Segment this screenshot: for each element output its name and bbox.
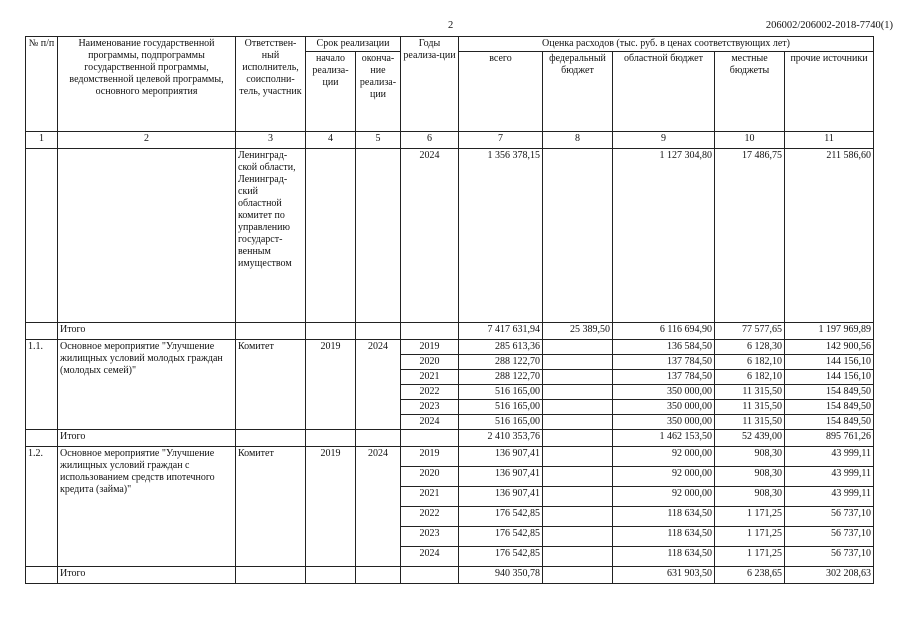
cell-other: 142 900,56 bbox=[785, 340, 874, 355]
cell-federal bbox=[543, 355, 613, 370]
cell-year: 2023 bbox=[401, 400, 459, 415]
cell-local: 11 315,50 bbox=[715, 415, 785, 430]
cell-total: 176 542,85 bbox=[459, 547, 543, 567]
col-years-header: Годы реализа-ции bbox=[401, 37, 459, 132]
col-end-header: оконча-ние реализа-ции bbox=[356, 52, 401, 132]
cell-total: 285 613,36 bbox=[459, 340, 543, 355]
cell-local: 6 238,65 bbox=[715, 567, 785, 584]
cell-local: 1 171,25 bbox=[715, 507, 785, 527]
cell-federal bbox=[543, 370, 613, 385]
cell-regional: 118 634,50 bbox=[613, 527, 715, 547]
colnum: 6 bbox=[401, 132, 459, 149]
cell-other: 144 156,10 bbox=[785, 355, 874, 370]
cell-regional: 350 000,00 bbox=[613, 415, 715, 430]
itogo-label: Итого bbox=[58, 430, 236, 447]
cell-start bbox=[306, 430, 356, 447]
cell-regional: 118 634,50 bbox=[613, 507, 715, 527]
cell-total: 176 542,85 bbox=[459, 527, 543, 547]
cell-local: 11 315,50 bbox=[715, 385, 785, 400]
cell-federal bbox=[543, 430, 613, 447]
cell-other: 43 999,11 bbox=[785, 447, 874, 467]
cell-local: 908,30 bbox=[715, 467, 785, 487]
cell-regional: 1 462 153,50 bbox=[613, 430, 715, 447]
cell-federal bbox=[543, 487, 613, 507]
cell-year bbox=[401, 430, 459, 447]
cell-name: Основное мероприятие "Улучшение жилищных условий граждан с использованием средств ипотечного кредита (займа)" bbox=[58, 447, 236, 567]
colnum: 4 bbox=[306, 132, 356, 149]
cell-other: 154 849,50 bbox=[785, 415, 874, 430]
cell-regional: 137 784,50 bbox=[613, 370, 715, 385]
cell-regional: 350 000,00 bbox=[613, 400, 715, 415]
cell-start bbox=[306, 323, 356, 340]
cell-local: 908,30 bbox=[715, 447, 785, 467]
cell-resp: Комитет bbox=[236, 447, 306, 567]
col-local-header: местные бюджеты bbox=[715, 52, 785, 132]
cell-federal bbox=[543, 447, 613, 467]
expenses-table bbox=[25, 36, 874, 584]
cell-start: 2019 bbox=[306, 340, 356, 430]
cell-start bbox=[306, 567, 356, 584]
header-row-1 bbox=[26, 37, 874, 52]
cell-total: 516 165,00 bbox=[459, 415, 543, 430]
cell-total: 288 122,70 bbox=[459, 355, 543, 370]
cell-other: 154 849,50 bbox=[785, 400, 874, 415]
cell-regional: 92 000,00 bbox=[613, 447, 715, 467]
cell-total: 176 542,85 bbox=[459, 507, 543, 527]
cell-local: 17 486,75 bbox=[715, 149, 785, 323]
cell-num bbox=[26, 567, 58, 584]
cell-other: 56 737,10 bbox=[785, 527, 874, 547]
col-resp-header: Ответствен-ный исполнитель, соисполни-тель, участник bbox=[236, 37, 306, 132]
cell-other: 56 737,10 bbox=[785, 507, 874, 527]
cell-other: 43 999,11 bbox=[785, 467, 874, 487]
cell-num bbox=[26, 323, 58, 340]
cell-name bbox=[58, 149, 236, 323]
cell-end bbox=[356, 567, 401, 584]
cell-year: 2019 bbox=[401, 340, 459, 355]
cell-other: 895 761,26 bbox=[785, 430, 874, 447]
cell-year: 2021 bbox=[401, 487, 459, 507]
cell-year: 2022 bbox=[401, 385, 459, 400]
cell-local: 11 315,50 bbox=[715, 400, 785, 415]
cell-federal bbox=[543, 415, 613, 430]
cell-federal: 25 389,50 bbox=[543, 323, 613, 340]
cell-year: 2023 bbox=[401, 527, 459, 547]
cell-total: 136 907,41 bbox=[459, 447, 543, 467]
colnum: 10 bbox=[715, 132, 785, 149]
cell-federal bbox=[543, 567, 613, 584]
cell-end: 2024 bbox=[356, 340, 401, 430]
cell-regional: 6 116 694,90 bbox=[613, 323, 715, 340]
colnum: 1 bbox=[26, 132, 58, 149]
cell-year: 2024 bbox=[401, 149, 459, 323]
cell-local: 6 182,10 bbox=[715, 355, 785, 370]
cell-start: 2019 bbox=[306, 447, 356, 567]
cell-num: 1.2. bbox=[26, 447, 58, 567]
cell-total: 940 350,78 bbox=[459, 567, 543, 584]
colnum: 11 bbox=[785, 132, 874, 149]
cell-regional: 137 784,50 bbox=[613, 355, 715, 370]
table-row bbox=[26, 149, 874, 323]
cell-federal bbox=[543, 527, 613, 547]
cell-federal bbox=[543, 547, 613, 567]
cell-year bbox=[401, 567, 459, 584]
cell-year: 2024 bbox=[401, 547, 459, 567]
cell-regional: 118 634,50 bbox=[613, 547, 715, 567]
cell-local: 6 128,30 bbox=[715, 340, 785, 355]
column-numbers-row bbox=[26, 132, 874, 149]
cell-local: 6 182,10 bbox=[715, 370, 785, 385]
col-other-header: прочие источники bbox=[785, 52, 874, 132]
cell-total: 516 165,00 bbox=[459, 385, 543, 400]
colnum: 9 bbox=[613, 132, 715, 149]
document-id: 206002/206002-2018-7740(1) bbox=[765, 20, 893, 31]
cell-num bbox=[26, 149, 58, 323]
cell-start bbox=[306, 149, 356, 323]
cell-total: 288 122,70 bbox=[459, 370, 543, 385]
cell-other: 154 849,50 bbox=[785, 385, 874, 400]
colnum: 8 bbox=[543, 132, 613, 149]
cell-num bbox=[26, 430, 58, 447]
itogo-row bbox=[26, 567, 874, 584]
colnum: 3 bbox=[236, 132, 306, 149]
itogo-label: Итого bbox=[58, 323, 236, 340]
cell-year: 2020 bbox=[401, 355, 459, 370]
cell-federal bbox=[543, 340, 613, 355]
page-number: 2 bbox=[448, 20, 454, 31]
cell-name: Основное мероприятие "Улучшение жилищных условий молодых граждан (молодых семей)" bbox=[58, 340, 236, 430]
cell-regional: 631 903,50 bbox=[613, 567, 715, 584]
cell-year: 2019 bbox=[401, 447, 459, 467]
cell-federal bbox=[543, 467, 613, 487]
cell-end: 2024 bbox=[356, 447, 401, 567]
col-name-header: Наименование государственной программы, подпрограммы государственной программы, ведомственной целевой программы, основного мероприятия bbox=[58, 37, 236, 132]
cell-total: 136 907,41 bbox=[459, 467, 543, 487]
cell-resp bbox=[236, 567, 306, 584]
colnum: 5 bbox=[356, 132, 401, 149]
cell-regional: 136 584,50 bbox=[613, 340, 715, 355]
col-cost-group-header: Оценка расходов (тыс. руб. в ценах соответствующих лет) bbox=[459, 37, 874, 52]
cell-local: 52 439,00 bbox=[715, 430, 785, 447]
cell-total: 7 417 631,94 bbox=[459, 323, 543, 340]
cell-end bbox=[356, 149, 401, 323]
col-term-group-header: Срок реализации bbox=[306, 37, 401, 52]
cell-total: 516 165,00 bbox=[459, 400, 543, 415]
col-total-header: всего bbox=[459, 52, 543, 132]
cell-num: 1.1. bbox=[26, 340, 58, 430]
cell-other: 1 197 969,89 bbox=[785, 323, 874, 340]
cell-end bbox=[356, 323, 401, 340]
col-federal-header: федеральный бюджет bbox=[543, 52, 613, 132]
colnum: 2 bbox=[58, 132, 236, 149]
table-row bbox=[26, 447, 874, 467]
cell-resp: Комитет bbox=[236, 340, 306, 430]
colnum: 7 bbox=[459, 132, 543, 149]
itogo-label: Итого bbox=[58, 567, 236, 584]
cell-total: 1 356 378,15 bbox=[459, 149, 543, 323]
cell-year bbox=[401, 323, 459, 340]
itogo-row bbox=[26, 430, 874, 447]
col-num-header: № п/п bbox=[26, 37, 58, 132]
table-row bbox=[26, 340, 874, 355]
cell-year: 2020 bbox=[401, 467, 459, 487]
cell-regional: 1 127 304,80 bbox=[613, 149, 715, 323]
cell-federal bbox=[543, 149, 613, 323]
cell-regional: 92 000,00 bbox=[613, 487, 715, 507]
cell-local: 908,30 bbox=[715, 487, 785, 507]
cell-federal bbox=[543, 385, 613, 400]
cell-total: 2 410 353,76 bbox=[459, 430, 543, 447]
cell-year: 2022 bbox=[401, 507, 459, 527]
cell-other: 43 999,11 bbox=[785, 487, 874, 507]
cell-resp bbox=[236, 323, 306, 340]
cell-federal bbox=[543, 507, 613, 527]
cell-other: 211 586,60 bbox=[785, 149, 874, 323]
cell-regional: 92 000,00 bbox=[613, 467, 715, 487]
cell-year: 2024 bbox=[401, 415, 459, 430]
cell-year: 2021 bbox=[401, 370, 459, 385]
cell-end bbox=[356, 430, 401, 447]
cell-federal bbox=[543, 400, 613, 415]
cell-other: 56 737,10 bbox=[785, 547, 874, 567]
cell-other: 144 156,10 bbox=[785, 370, 874, 385]
cell-total: 136 907,41 bbox=[459, 487, 543, 507]
col-regional-header: областной бюджет bbox=[613, 52, 715, 132]
cell-other: 302 208,63 bbox=[785, 567, 874, 584]
cell-local: 77 577,65 bbox=[715, 323, 785, 340]
cell-local: 1 171,25 bbox=[715, 547, 785, 567]
itogo-row bbox=[26, 323, 874, 340]
cell-resp bbox=[236, 430, 306, 447]
cell-local: 1 171,25 bbox=[715, 527, 785, 547]
cell-regional: 350 000,00 bbox=[613, 385, 715, 400]
cell-resp: Ленинград-ской области, Ленинград-ский областной комитет по управлению государст-венным имуществом bbox=[236, 149, 306, 323]
col-start-header: начало реализа-ции bbox=[306, 52, 356, 132]
